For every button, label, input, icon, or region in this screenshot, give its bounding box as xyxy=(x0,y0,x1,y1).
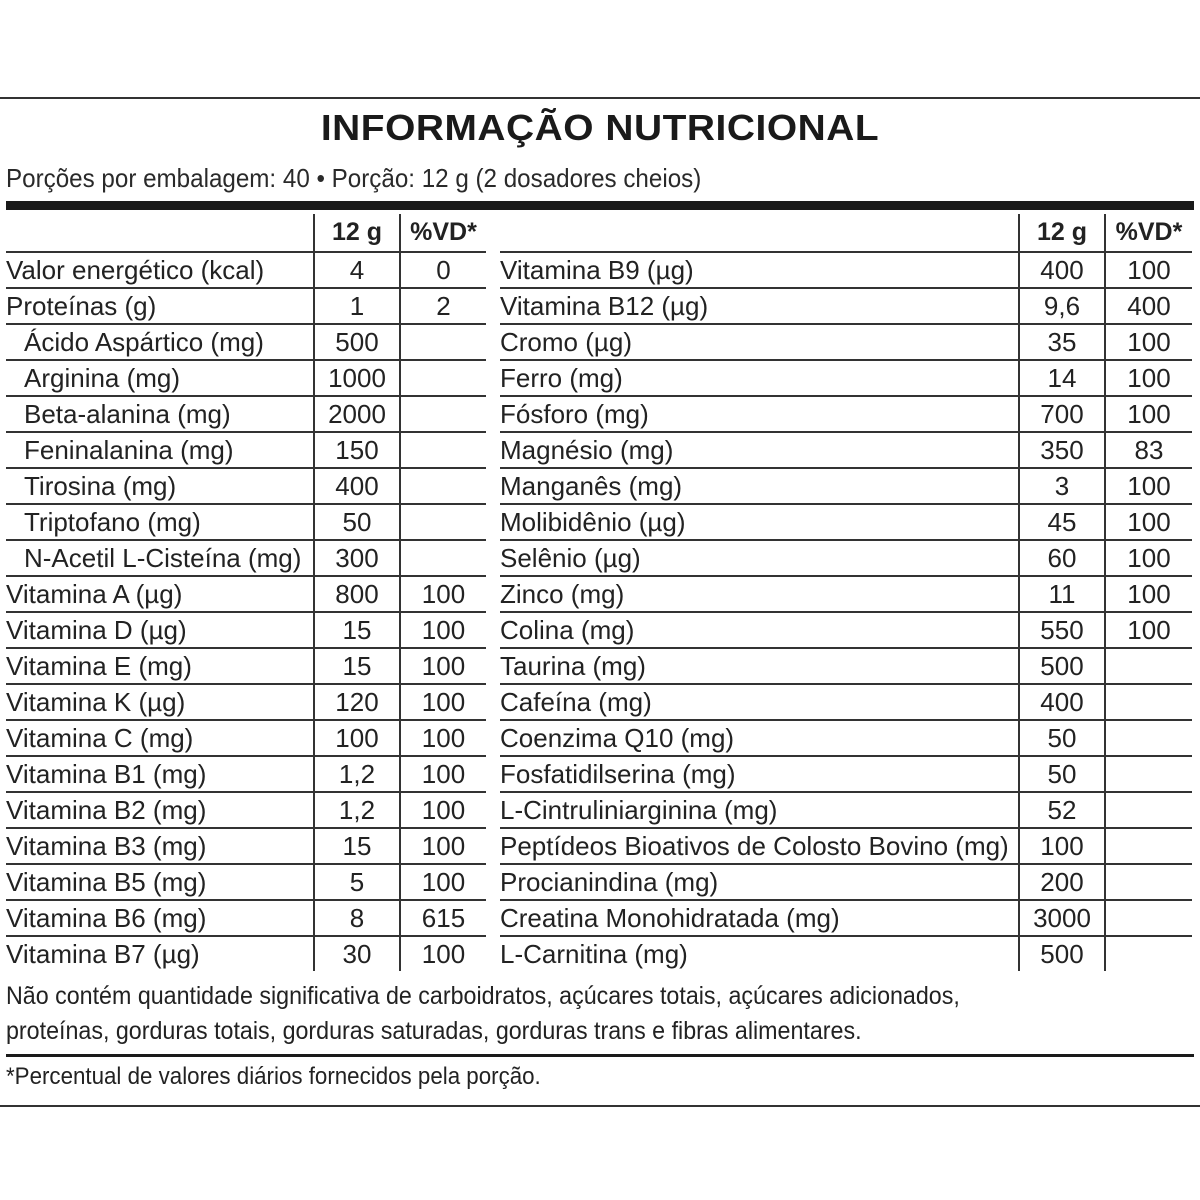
nutrient-amount: 11 xyxy=(1019,576,1105,612)
nutrient-amount: 500 xyxy=(1019,936,1105,971)
nutrient-amount: 52 xyxy=(1019,792,1105,828)
table-row xyxy=(6,936,486,971)
nutrient-name: Vitamina A (µg) xyxy=(6,576,314,612)
nutrient-name: Colina (mg) xyxy=(500,612,1019,648)
nutrient-amount: 2000 xyxy=(314,396,400,432)
nutrient-dv: 100 xyxy=(1105,360,1192,396)
nutrient-dv: 100 xyxy=(1105,576,1192,612)
nutrient-amount: 1 xyxy=(314,288,400,324)
nutrient-amount: 15 xyxy=(314,612,400,648)
nutrient-amount: 120 xyxy=(314,684,400,720)
serving-info: Porções por embalagem: 40 • Porção: 12 g (2 dosadores cheios) xyxy=(6,163,702,193)
nutrient-name: Fosfatidilserina (mg) xyxy=(500,756,1019,792)
nutrient-name: Vitamina K (µg) xyxy=(6,684,314,720)
nutrient-dv xyxy=(400,540,486,576)
nutrient-dv xyxy=(1105,864,1192,900)
nutrient-amount: 60 xyxy=(1019,540,1105,576)
nutrient-name: Vitamina B9 (µg) xyxy=(500,252,1019,288)
nutrient-dv: 100 xyxy=(400,936,486,971)
table-row xyxy=(500,720,1192,756)
table-row xyxy=(500,900,1192,936)
label-title: INFORMAÇÃO NUTRICIONAL xyxy=(320,107,880,148)
nutrient-dv xyxy=(1105,720,1192,756)
nutrient-amount: 1000 xyxy=(314,360,400,396)
header-blank xyxy=(500,214,1019,252)
nutrient-amount: 350 xyxy=(1019,432,1105,468)
table-row xyxy=(500,252,1192,288)
nutrient-amount: 200 xyxy=(1019,864,1105,900)
nutrient-name: Magnésio (mg) xyxy=(500,432,1019,468)
nutrient-dv xyxy=(1105,648,1192,684)
nutrient-name: Procianindina (mg) xyxy=(500,864,1019,900)
table-row xyxy=(500,324,1192,360)
nutrient-amount: 15 xyxy=(314,648,400,684)
nutrient-name: Coenzima Q10 (mg) xyxy=(500,720,1019,756)
table-row xyxy=(6,720,486,756)
nutrient-dv xyxy=(400,324,486,360)
nutrient-name: Vitamina D (µg) xyxy=(6,612,314,648)
disclaimer-note xyxy=(6,979,1194,1049)
note-line: proteínas, gorduras totais, gorduras saturadas, gorduras trans e fibras alimentares. xyxy=(6,1017,862,1045)
nutrient-name: Vitamina B3 (mg) xyxy=(6,828,314,864)
nutrient-dv: 100 xyxy=(400,576,486,612)
nutrient-dv: 100 xyxy=(400,792,486,828)
nutrient-amount: 8 xyxy=(314,900,400,936)
nutrient-dv xyxy=(1105,756,1192,792)
nutrient-dv: 83 xyxy=(1105,432,1192,468)
nutrient-dv: 100 xyxy=(400,864,486,900)
header-blank xyxy=(6,214,314,252)
nutrient-dv: 100 xyxy=(1105,468,1192,504)
nutrient-dv xyxy=(400,468,486,504)
note-line: Não contém quantidade significativa de carboidratos, açúcares totais, açúcares adicionados, xyxy=(6,982,960,1010)
nutrient-dv: 100 xyxy=(1105,252,1192,288)
table-row xyxy=(500,828,1192,864)
header-dv: %VD* xyxy=(1105,214,1192,252)
nutrient-name: Triptofano (mg) xyxy=(6,504,314,540)
table-row xyxy=(500,288,1192,324)
table-row xyxy=(500,432,1192,468)
nutrient-name: Beta-alanina (mg) xyxy=(6,396,314,432)
table-row xyxy=(6,288,486,324)
nutrient-name: Vitamina C (mg) xyxy=(6,720,314,756)
nutrient-dv: 100 xyxy=(1105,396,1192,432)
nutrient-name: Cromo (µg) xyxy=(500,324,1019,360)
nutrient-amount: 3000 xyxy=(1019,900,1105,936)
table-row xyxy=(500,684,1192,720)
nutrient-dv xyxy=(400,396,486,432)
nutrient-amount: 800 xyxy=(314,576,400,612)
table-row xyxy=(6,612,486,648)
thick-divider xyxy=(6,201,1194,210)
nutrient-name: Tirosina (mg) xyxy=(6,468,314,504)
table-row xyxy=(6,828,486,864)
nutrient-name: Fósforo (mg) xyxy=(500,396,1019,432)
nutrient-table-right xyxy=(500,214,1192,971)
table-header-row xyxy=(6,214,486,252)
nutrient-name: L-Carnitina (mg) xyxy=(500,938,688,969)
nutrient-dv: 100 xyxy=(400,720,486,756)
nutrient-name: Proteínas (g) xyxy=(6,288,314,324)
nutrient-name: Creatina Monohidratada (mg) xyxy=(500,900,1019,936)
nutrient-amount: 500 xyxy=(314,324,400,360)
nutrition-label xyxy=(0,97,1200,1107)
nutrient-name: Peptídeos Bioativos de Colosto Bovino (mg) xyxy=(500,828,1019,864)
table-row xyxy=(6,432,486,468)
nutrient-amount: 3 xyxy=(1019,468,1105,504)
table-row xyxy=(6,648,486,684)
nutrient-name: Ácido Aspártico (mg) xyxy=(6,324,314,360)
nutrient-name: Vitamina B7 (µg) xyxy=(6,938,200,969)
nutrient-amount: 400 xyxy=(314,468,400,504)
nutrient-dv xyxy=(1105,936,1192,971)
nutrient-dv: 400 xyxy=(1105,288,1192,324)
nutrient-name: Taurina (mg) xyxy=(500,648,1019,684)
table-row xyxy=(500,612,1192,648)
table-row xyxy=(500,936,1192,971)
nutrient-dv xyxy=(1105,684,1192,720)
nutrient-table-left xyxy=(6,214,486,971)
nutrient-amount: 9,6 xyxy=(1019,288,1105,324)
nutrient-dv xyxy=(400,504,486,540)
nutrient-name: Ferro (mg) xyxy=(500,360,1019,396)
header-dv: %VD* xyxy=(400,214,486,252)
header-amount: 12 g xyxy=(1019,214,1105,252)
nutrient-dv: 100 xyxy=(1105,612,1192,648)
nutrient-amount: 300 xyxy=(314,540,400,576)
nutrient-dv: 100 xyxy=(400,648,486,684)
table-row xyxy=(6,900,486,936)
table-row xyxy=(6,684,486,720)
nutrient-amount: 100 xyxy=(1019,828,1105,864)
nutrient-name: Cafeína (mg) xyxy=(500,684,1019,720)
table-row xyxy=(500,648,1192,684)
table-row xyxy=(6,396,486,432)
table-row xyxy=(6,792,486,828)
nutrient-dv xyxy=(400,432,486,468)
nutrient-dv xyxy=(1105,792,1192,828)
nutrient-amount: 15 xyxy=(314,828,400,864)
nutrient-name: Selênio (µg) xyxy=(500,540,1019,576)
nutrient-dv xyxy=(1105,900,1192,936)
nutrient-dv: 0 xyxy=(400,252,486,288)
nutrient-amount: 5 xyxy=(314,864,400,900)
nutrient-amount: 100 xyxy=(314,720,400,756)
nutrient-amount: 700 xyxy=(1019,396,1105,432)
footer-divider xyxy=(6,1054,1194,1057)
nutrient-amount: 150 xyxy=(314,432,400,468)
nutrient-dv: 100 xyxy=(400,612,486,648)
nutrient-dv: 100 xyxy=(1105,504,1192,540)
nutrient-amount: 30 xyxy=(314,936,400,971)
table-row xyxy=(500,576,1192,612)
table-row xyxy=(6,252,486,288)
nutrient-dv xyxy=(400,360,486,396)
nutrient-dv xyxy=(1105,828,1192,864)
table-row xyxy=(6,360,486,396)
table-row xyxy=(6,756,486,792)
nutrient-dv: 100 xyxy=(1105,540,1192,576)
table-row xyxy=(500,360,1192,396)
footnote: *Percentual de valores diários fornecidos pela porção. xyxy=(6,1063,541,1090)
nutrient-name: Zinco (mg) xyxy=(500,576,1019,612)
nutrient-name: Vitamina E (mg) xyxy=(6,648,314,684)
table-row xyxy=(500,756,1192,792)
nutrient-amount: 1,2 xyxy=(314,756,400,792)
nutrient-dv: 100 xyxy=(400,828,486,864)
nutrient-name: Vitamina B12 (µg) xyxy=(500,288,1019,324)
nutrient-amount: 14 xyxy=(1019,360,1105,396)
table-row xyxy=(6,324,486,360)
nutrient-name: Feninalanina (mg) xyxy=(6,432,314,468)
nutrient-name: Molibidênio (µg) xyxy=(500,504,1019,540)
nutrient-name: Vitamina B2 (mg) xyxy=(6,792,314,828)
table-row xyxy=(500,396,1192,432)
table-row xyxy=(500,864,1192,900)
nutrient-amount: 4 xyxy=(314,252,400,288)
nutrient-name: N-Acetil L-Cisteína (mg) xyxy=(6,540,314,576)
nutrient-dv: 100 xyxy=(400,684,486,720)
nutrient-name: Manganês (mg) xyxy=(500,468,1019,504)
nutrient-name: Vitamina B1 (mg) xyxy=(6,756,314,792)
nutrient-amount: 400 xyxy=(1019,252,1105,288)
nutrient-amount: 50 xyxy=(314,504,400,540)
table-row xyxy=(500,540,1192,576)
table-row xyxy=(500,504,1192,540)
nutrient-amount: 1,2 xyxy=(314,792,400,828)
nutrient-name: Arginina (mg) xyxy=(6,360,314,396)
nutrient-dv: 100 xyxy=(400,756,486,792)
table-row xyxy=(6,504,486,540)
nutrient-amount: 45 xyxy=(1019,504,1105,540)
table-row xyxy=(500,468,1192,504)
table-row xyxy=(6,468,486,504)
nutrient-amount: 500 xyxy=(1019,648,1105,684)
nutrient-amount: 50 xyxy=(1019,720,1105,756)
nutrient-dv: 2 xyxy=(400,288,486,324)
table-row xyxy=(500,792,1192,828)
nutrient-name: Valor energético (kcal) xyxy=(6,252,314,288)
nutrient-amount: 35 xyxy=(1019,324,1105,360)
table-row xyxy=(6,540,486,576)
nutrient-amount: 550 xyxy=(1019,612,1105,648)
nutrient-dv: 615 xyxy=(400,900,486,936)
nutrient-amount: 400 xyxy=(1019,684,1105,720)
table-header-row xyxy=(500,214,1192,252)
table-row xyxy=(6,576,486,612)
nutrient-amount: 50 xyxy=(1019,756,1105,792)
nutrient-name: Vitamina B6 (mg) xyxy=(6,900,314,936)
nutrient-name: L-Cintruliniarginina (mg) xyxy=(500,792,1019,828)
nutrient-dv: 100 xyxy=(1105,324,1192,360)
header-amount: 12 g xyxy=(314,214,400,252)
table-row xyxy=(6,864,486,900)
nutrient-name: Vitamina B5 (mg) xyxy=(6,864,314,900)
